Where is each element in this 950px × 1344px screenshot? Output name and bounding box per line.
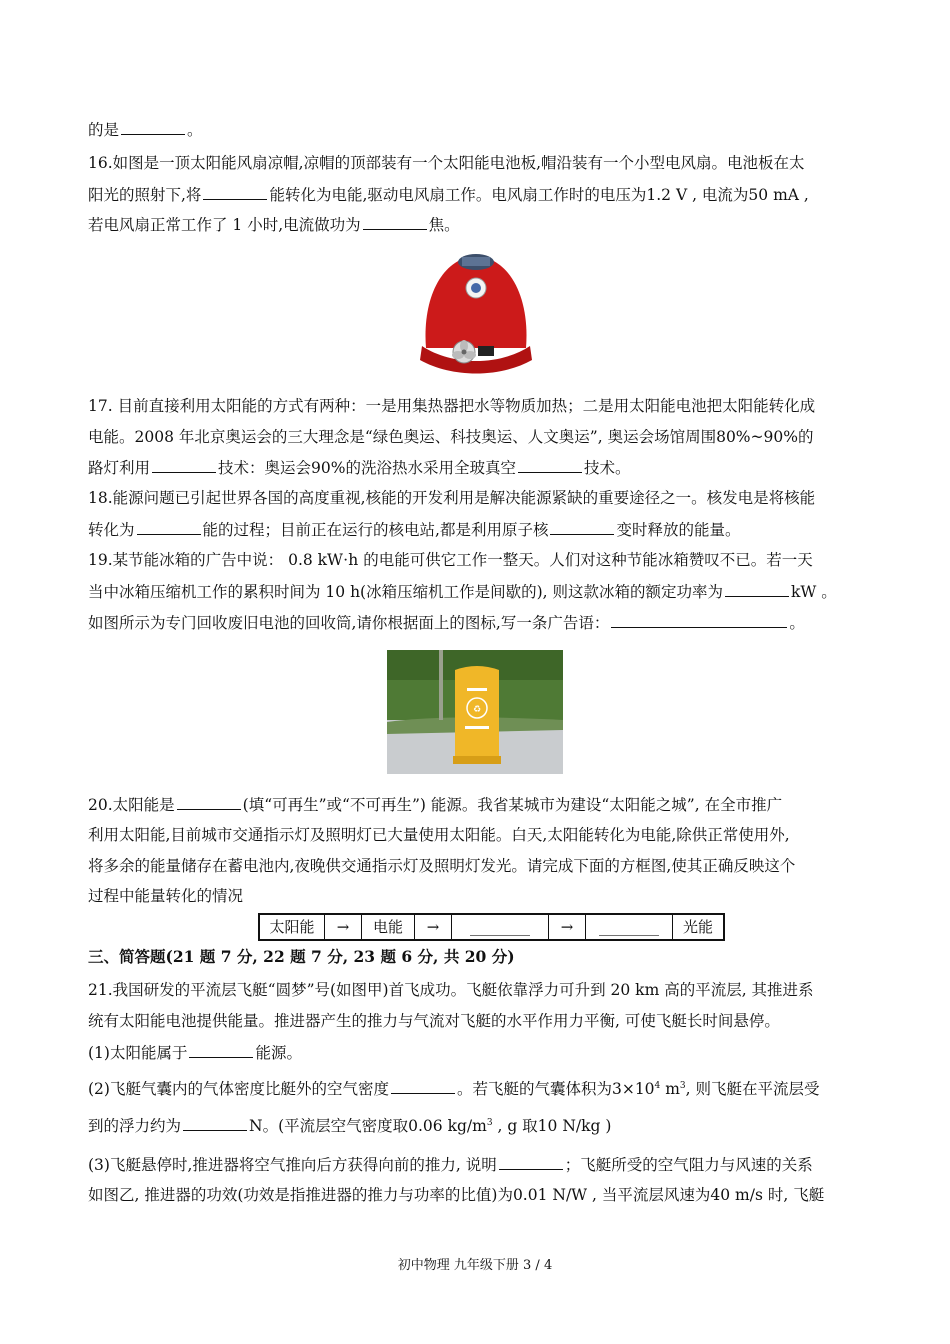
text: 能的过程；目前正在运行的核电站,都是利用原子核 [202,521,549,539]
q21-part3-cont [88,1184,824,1206]
q16-line3 [88,213,460,236]
svg-text:♻: ♻ [472,705,482,715]
flow-box-light: 光能 [682,918,713,936]
flow-arrow: → [415,915,452,939]
q15-tail [88,118,203,141]
text: 利用太阳能,目前城市交通指示灯及照明灯已大量使用太阳能。白天,太阳能转化为电能,除供正常使用外, [88,826,790,844]
answer-blank[interactable] [363,213,427,230]
q19-line1 [88,549,813,571]
answer-blank[interactable] [137,518,201,535]
text: 的是 [88,121,120,139]
text: 20.太阳能是 [88,796,175,814]
flow-blank-box[interactable]: ________ [586,915,673,939]
text: 电能。2008 年北京奥运会的三大理念是“绿色奥运、科技奥运、人文奥运”, 奥运会场馆周围80%~90%的 [88,428,814,446]
text: 技术。 [583,459,631,477]
text: 阳光的照射下,将 [88,186,202,204]
q20-line4 [88,885,243,907]
q21-part1 [88,1041,302,1064]
flow-blank-box[interactable]: ________ [452,915,549,939]
text: 19.某节能冰箱的广告中说： 0.8 kW⋅h 的电能可供它工作一整天。人们对这种节能冰箱赞叹不已。若一天 [88,551,813,569]
q20-line3 [88,855,795,877]
q21-line1 [88,979,814,1001]
text: 。若飞艇的气囊体积为3×10 [456,1080,655,1099]
q21-part3 [88,1153,813,1176]
text: (1)太阳能属于 [88,1044,188,1062]
q17-line2 [88,426,813,448]
answer-blank[interactable] [518,456,582,473]
q17-line3 [88,456,630,479]
text: (填“可再生”或“不可再生”) 能源。我省某城市为建设“太阳能之城”, 在全市推广 [242,796,783,814]
text: ；飞艇所受的空气阻力与风速的关系 [564,1156,813,1174]
q19-line3 [88,611,805,634]
text: 21.我国研发的平流层飞艇“圆梦”号(如图甲)首飞成功。飞艇依靠浮力可升到 20 km 高的平流层, 其推进系 [88,981,814,999]
q17-line1 [88,395,815,417]
answer-blank[interactable] [203,183,267,200]
q16-line2 [88,183,809,206]
answer-blank[interactable] [391,1077,455,1094]
flow-box-electric: 电能 [362,915,415,939]
text: (3)飞艇悬停时,推进器将空气推向后方获得向前的推力, 说明 [88,1156,497,1174]
text: 过程中能量转化的情况 [88,887,244,905]
answer-blank[interactable] [550,518,614,535]
text: N。(平流层空气密度取0.06 kg/m [249,1117,487,1136]
text: 到的浮力约为 [88,1117,182,1136]
text: m [660,1080,680,1099]
text: 转化为 [88,521,135,539]
text: kW 。 [791,583,837,601]
answer-blank[interactable] [189,1041,253,1058]
energy-flow-diagram [258,913,725,941]
text: 将多余的能量储存在蓄电池内,夜晚供交通指示灯及照明灯发光。请完成下面的方框图,使其正确反映这个 [88,857,796,875]
text: 。 [789,614,805,632]
q19-line2 [88,580,837,603]
flow-arrow: → [325,915,362,939]
text: 技术：奥运会90%的洗浴热水采用全玻真空 [218,459,516,477]
text: , g 取10 N/kg ) [492,1117,612,1136]
text: 能转化为电能,驱动电风扇工作。电风扇工作时的电压为1.2 V , 电流为50 mA , [269,186,809,204]
exponent: 3 [486,1118,493,1128]
answer-blank[interactable] [611,611,787,628]
text: 18.能源问题已引起世界各国的高度重视,核能的开发利用是解决能源紧缺的重要途径之一。核发电是将核能 [88,489,816,507]
section-three-heading: 三、简答题(21 题 7 分, 22 题 7 分, 23 题 6 分, 共 20 分) [88,947,515,966]
exponent: 4 [654,1081,661,1091]
flow-arrow: → [549,915,586,939]
q18-line2 [88,518,740,541]
text: 路灯利用 [88,459,151,477]
answer-blank[interactable] [152,456,216,473]
answer-blank[interactable] [725,580,789,597]
flow-box-solar: 太阳能 [260,915,325,939]
answer-blank[interactable] [177,793,241,810]
page-footer: 初中物理 九年级下册 3 / 4 [397,1258,553,1273]
text: 16.如图是一顶太阳能风扇凉帽,凉帽的顶部装有一个太阳能电池板,帽沿装有一个小型电风扇。电池板在太 [88,154,805,172]
text: 若电风扇正常工作了 1 小时,电流做功为 [88,216,361,234]
q18-line1 [88,487,815,509]
text: 如图乙, 推进器的功效(功效是指推进器的推力与功率的比值)为0.01 N/W , 当平流层风速为40 m/s 时, 飞艇 [88,1186,825,1204]
text: 。 [187,121,203,139]
text: 焦。 [428,216,460,234]
answer-blank[interactable] [121,118,185,135]
solar-fan-hat-image [412,248,540,380]
text: 变时释放的能量。 [616,521,741,539]
answer-blank[interactable] [183,1114,247,1131]
q21-part2-cont [88,1112,611,1137]
q16-line1 [88,152,805,174]
battery-recycling-bin-image [387,650,563,774]
q20-line2 [88,824,790,846]
text: 统有太阳能电池提供能量。推进器产生的推力与气流对飞艇的水平作用力平衡, 可使飞艇长时间悬停。 [88,1012,780,1030]
text: , 则飞艇在平流层受 [685,1080,820,1099]
q20-line1 [88,793,782,816]
answer-blank[interactable] [499,1153,563,1170]
exponent: 3 [679,1081,686,1091]
text: 如图所示为专门回收废旧电池的回收筒,请你根据面上的图标,写一条广告语： [88,614,610,632]
text: 17. 目前直接利用太阳能的方式有两种：一是用集热器把水等物质加热；二是用太阳能电池把太阳能转化成 [88,397,816,415]
q21-line2 [88,1010,780,1032]
text: 能源。 [255,1044,302,1062]
text: 当中冰箱压缩机工作的累积时间为 10 h(冰箱压缩机工作是间歇的), 则这款冰箱的额定功率为 [88,583,724,601]
q21-part2 [88,1075,820,1100]
text: (2)飞艇气囊内的气体密度比艇外的空气密度 [88,1080,389,1099]
